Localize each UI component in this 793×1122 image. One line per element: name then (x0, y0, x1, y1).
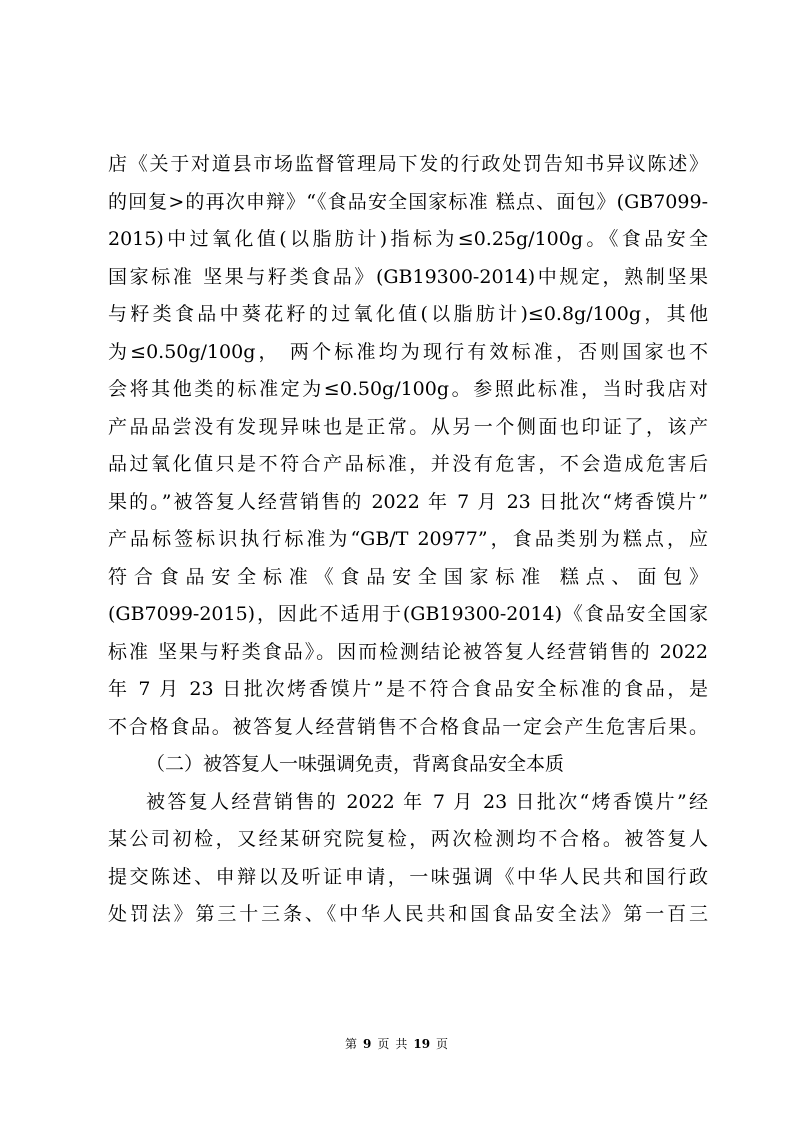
text-line: 2015)中过氧化值(以脂肪计)指标为≤0.25g/100g。《食品安全 (108, 228, 708, 250)
text-line: 的回复>的再次申辩》“《食品安全国家标准 糕点、面包》(GB7099- (108, 190, 708, 213)
text-line: 处罚法》第三十三条、《中华人民共和国食品安全法》第一百三 (108, 903, 708, 925)
text-line: 会将其他类的标准定为≤0.50g/100g。参照此标准，当时我店对 (108, 378, 708, 400)
text-line: 果的。”被答复人经营销售的 2022 年 7 月 23 日批次“烤香馍片” (108, 490, 708, 513)
text-line: 与籽类食品中葵花籽的过氧化值(以脂肪计)≤0.8g/100g，其他 (108, 303, 708, 325)
text-line: 国家标准 坚果与籽类食品》(GB19300-2014)中规定，熟制坚果 (108, 265, 708, 288)
text-line: 符合食品安全标准《食品安全国家标准 糕点、面包》 (108, 565, 708, 588)
text-line: 为≤0.50g/100g， 两个标准均为现行有效标准，否则国家也不 (108, 340, 708, 363)
text-line: 产品品尝没有发现异味也是正常。从另一个侧面也印证了，该产 (108, 415, 708, 438)
text-line: 年 7 月 23 日批次烤香馍片”是不符合食品安全标准的食品，是 (108, 678, 708, 700)
text-line: 不合格食品。被答复人经营销售不合格食品一定会产生危害后果。 (108, 715, 708, 738)
text-line: 产品标签标识执行标准为“GB/T 20977”，食品类别为糕点，应 (108, 528, 708, 550)
text-line: 某公司初检，又经某研究院复检，两次检测均不合格。被答复人 (108, 828, 708, 850)
footer-suffix: 页 (436, 1037, 449, 1051)
page-total: 19 (413, 1037, 431, 1051)
footer-total-word: 共 (395, 1037, 408, 1051)
text-line: 店《关于对道县市场监督管理局下发的行政处罚告知书异议陈述》 (108, 153, 708, 175)
footer-prefix: 第 (344, 1037, 357, 1051)
text-line: 品过氧化值只是不符合产品标准，并没有危害，不会造成危害后 (108, 453, 708, 475)
text-line: 提交陈述、申辩以及听证申请，一味强调《中华人民共和国行政 (108, 865, 708, 888)
section-heading: （二）被答复人一味强调免责，背离食品安全本质 (146, 753, 565, 775)
page-number: 9 (362, 1037, 372, 1051)
page-footer (0, 1036, 793, 1052)
text-line: (GB7099-2015)，因此不适用于(GB19300-2014)《食品安全国家 (108, 603, 708, 625)
document-body (108, 146, 708, 934)
text-line: 标准 坚果与籽类食品》。因而检测结论被答复人经营销售的 2022 (108, 640, 708, 663)
footer-page-word: 页 (377, 1037, 390, 1051)
text-line: 被答复人经营销售的 2022 年 7 月 23 日批次“烤香馍片”经 (146, 790, 708, 813)
